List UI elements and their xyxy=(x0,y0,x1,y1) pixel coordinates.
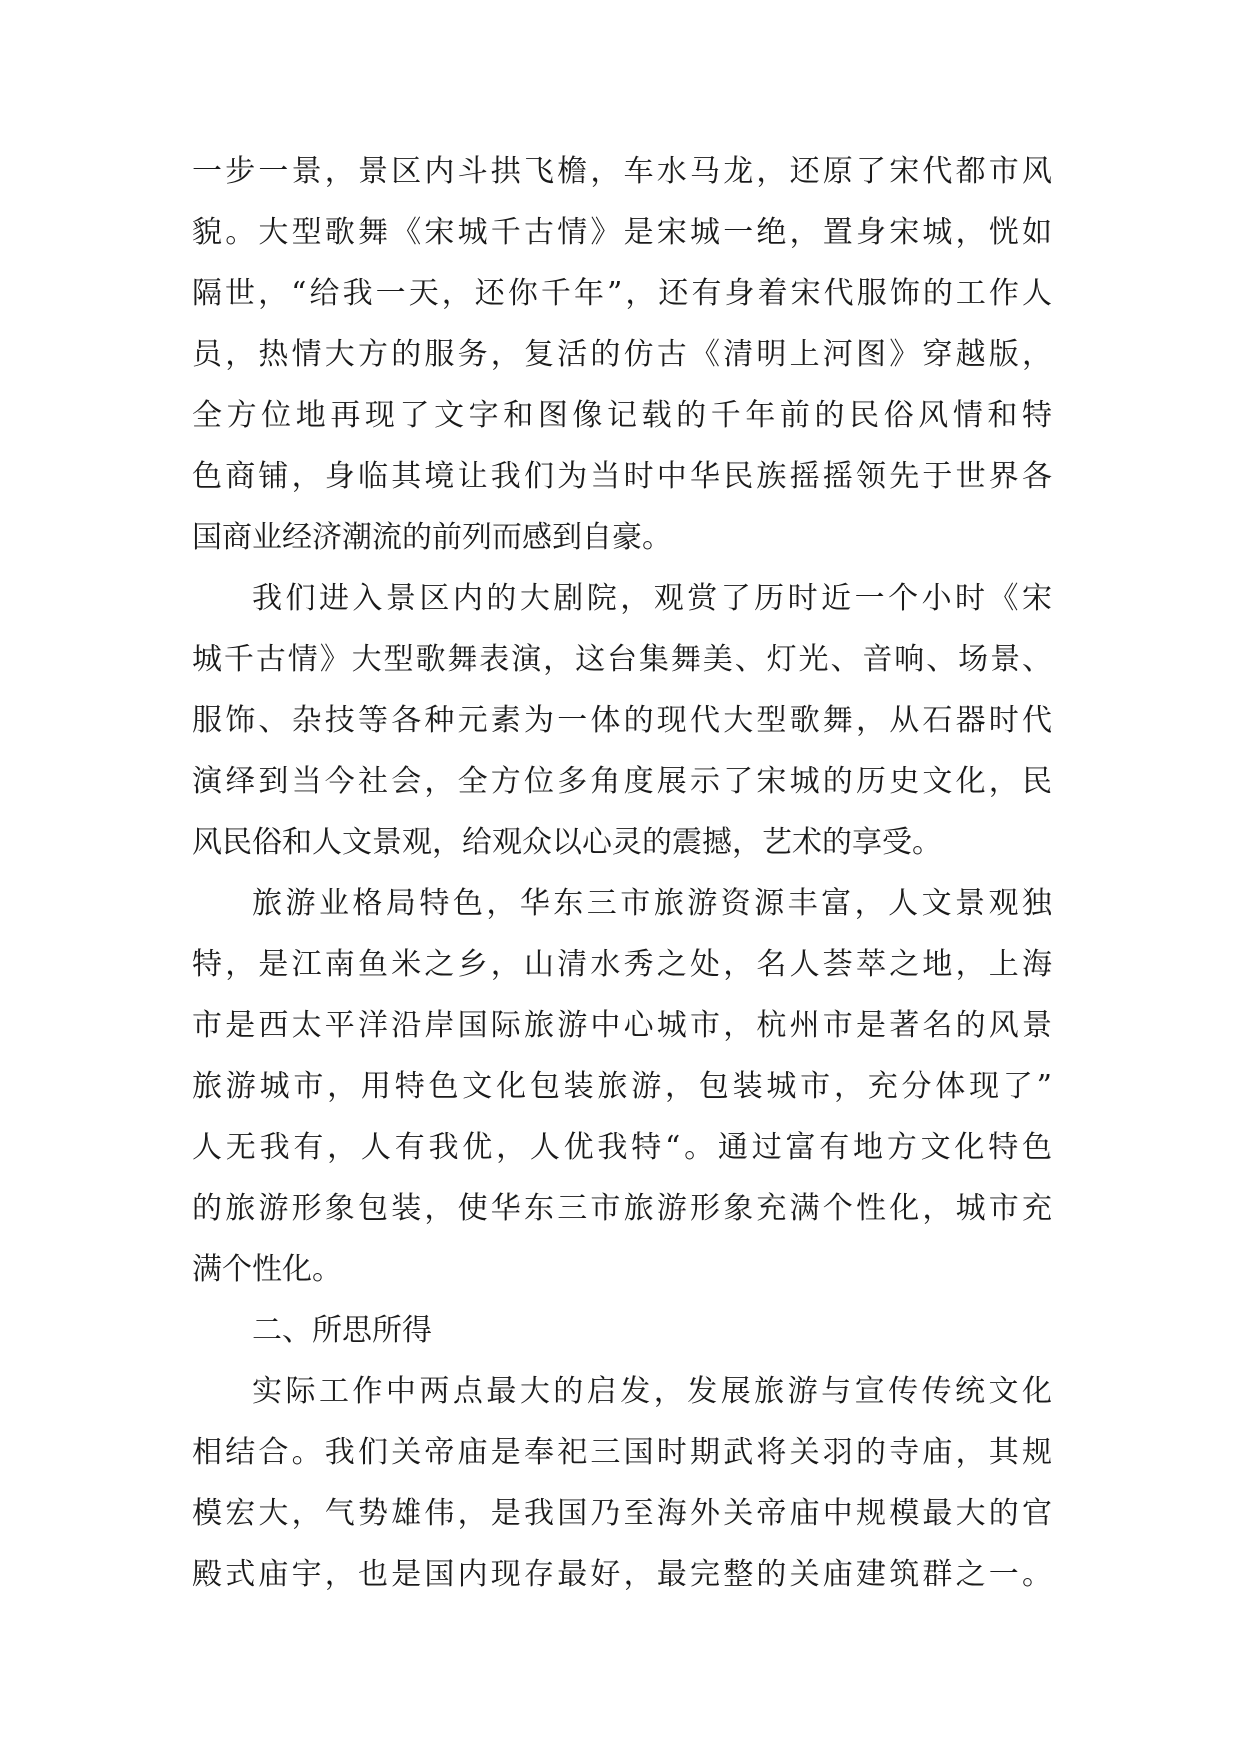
text-line: 貌。大型歌舞《宋城千古情》是宋城一绝，置身宋城，恍如 xyxy=(192,215,1052,250)
text-line: 服饰、杂技等各种元素为一体的现代大型歌舞，从石器时代 xyxy=(192,703,1052,738)
text-line: 殿式庙宇，也是国内现存最好，最完整的关庙建筑群之一。 xyxy=(192,1557,1052,1592)
text-line: 的旅游形象包装，使华东三市旅游形象充满个性化，城市充 xyxy=(192,1191,1052,1226)
text-line: 旅游城市，用特色文化包装旅游，包装城市，充分体现了” xyxy=(192,1069,1052,1104)
text-line: 色商铺，身临其境让我们为当时中华民族摇摇领先于世界各 xyxy=(192,459,1052,494)
text-line: 满个性化。 xyxy=(192,1252,342,1287)
text-line: 隔世，“给我一天，还你千年”，还有身着宋代服饰的工作人 xyxy=(192,276,1052,311)
text-line: 实际工作中两点最大的启发，发展旅游与宣传传统文化 xyxy=(252,1374,1052,1409)
text-line: 市是西太平洋沿岸国际旅游中心城市，杭州市是著名的风景 xyxy=(192,1008,1052,1043)
text-line: 人无我有，人有我优，人优我特“。通过富有地方文化特色 xyxy=(192,1130,1052,1165)
text-line: 风民俗和人文景观，给观众以心灵的震撼，艺术的享受。 xyxy=(192,825,942,860)
text-line: 特，是江南鱼米之乡，山清水秀之处，名人荟萃之地，上海 xyxy=(192,947,1052,982)
text-line: 一步一景，景区内斗拱飞檐，车水马龙，还原了宋代都市风 xyxy=(192,154,1052,189)
text-line: 全方位地再现了文字和图像记载的千年前的民俗风情和特 xyxy=(192,398,1052,433)
text-line: 员，热情大方的服务，复活的仿古《清明上河图》穿越版， xyxy=(192,337,1052,372)
section-heading: 二、所思所得 xyxy=(252,1313,432,1348)
text-line: 城千古情》大型歌舞表演，这台集舞美、灯光、音响、场景、 xyxy=(192,642,1052,677)
text-line: 国商业经济潮流的前列而感到自豪。 xyxy=(192,520,672,555)
text-line: 我们进入景区内的大剧院，观赏了历时近一个小时《宋 xyxy=(252,581,1052,616)
text-line: 旅游业格局特色，华东三市旅游资源丰富，人文景观独 xyxy=(252,886,1052,921)
text-line: 相结合。我们关帝庙是奉祀三国时期武将关羽的寺庙，其规 xyxy=(192,1435,1052,1470)
text-line: 演绎到当今社会，全方位多角度展示了宋城的历史文化，民 xyxy=(192,764,1052,799)
text-line: 模宏大，气势雄伟，是我国乃至海外关帝庙中规模最大的官 xyxy=(192,1496,1052,1531)
